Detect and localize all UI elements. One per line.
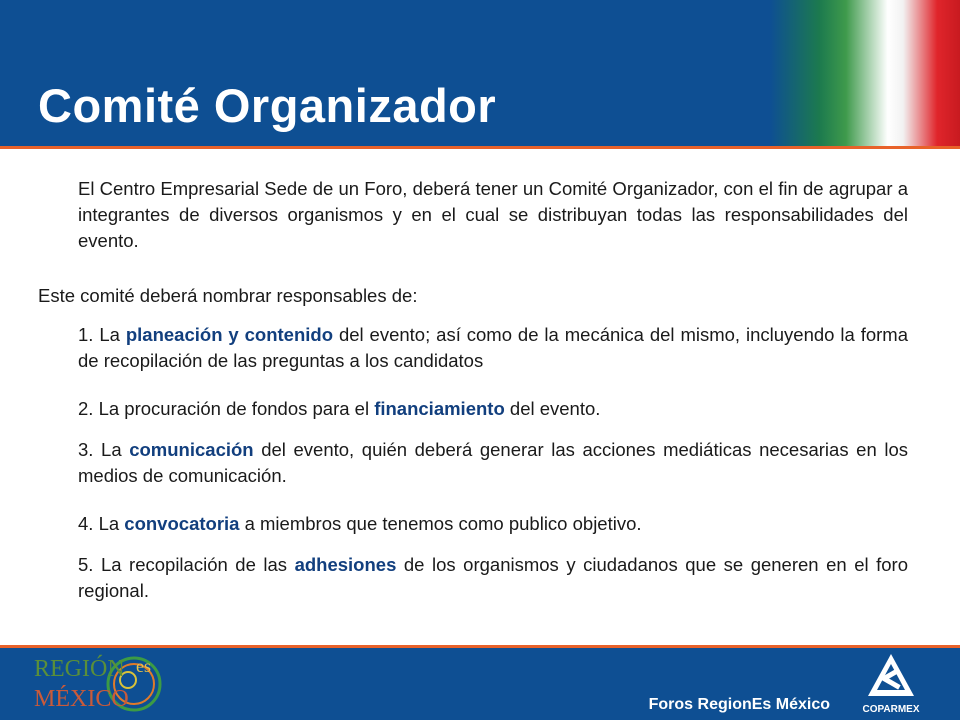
intro-paragraph: El Centro Empresarial Sede de un Foro, deberá tener un Comité Organizador, con el fin de agrupar a integrantes de diversos organismos y en el cual se distribuyan todas las responsabilidades del evento. (78, 178, 908, 251)
item-keyword: convocatoria (124, 513, 240, 534)
lead-paragraph: Este comité deberá nombrar responsables de: (38, 285, 418, 306)
regiones-mexico-logo (30, 650, 180, 712)
logo-text-mexico: MÉXICO (34, 686, 129, 712)
item-text: 1. La (78, 324, 126, 345)
item-text: 3. La (78, 439, 130, 460)
item-text: de los organismos y ciudadanos que se generen en el foro regional. (78, 554, 909, 601)
item-keyword: comunicación (129, 439, 254, 460)
coparmex-logo (852, 650, 930, 718)
item-text: a miembros que tenemos como publico objetivo. (239, 513, 642, 534)
item-text: del evento. (504, 398, 601, 419)
coparmex-wordmark: COPARMEX (862, 704, 920, 715)
item-keyword: adhesiones (294, 554, 397, 575)
logo-text-region: REGIÓN (34, 656, 125, 682)
list-item-3 (78, 437, 908, 489)
list-item-1 (78, 322, 908, 374)
list-item-5 (78, 552, 908, 604)
item-keyword: financiamiento (374, 398, 505, 419)
list-item-4 (78, 511, 908, 537)
item-text: del evento, quién deberá generar las acciones mediáticas necesarias en los medios de comunicación. (78, 439, 908, 486)
item-text: 2. La procuración de fondos para el (78, 398, 375, 419)
list-item-2 (78, 396, 908, 422)
item-text: 5. La recopilación de las (78, 554, 295, 575)
footer-brand-text: Foros RegionEs México (648, 696, 830, 713)
item-keyword: planeación y contenido (125, 324, 334, 345)
logo-text-es: es (136, 656, 151, 676)
item-text: del evento; así como de la mecánica del mismo, incluyendo la forma de recopilación de las preguntas a los candidatos (78, 324, 908, 371)
slide-title: Comité Organizador (38, 79, 497, 132)
item-text: 4. La (78, 513, 125, 534)
